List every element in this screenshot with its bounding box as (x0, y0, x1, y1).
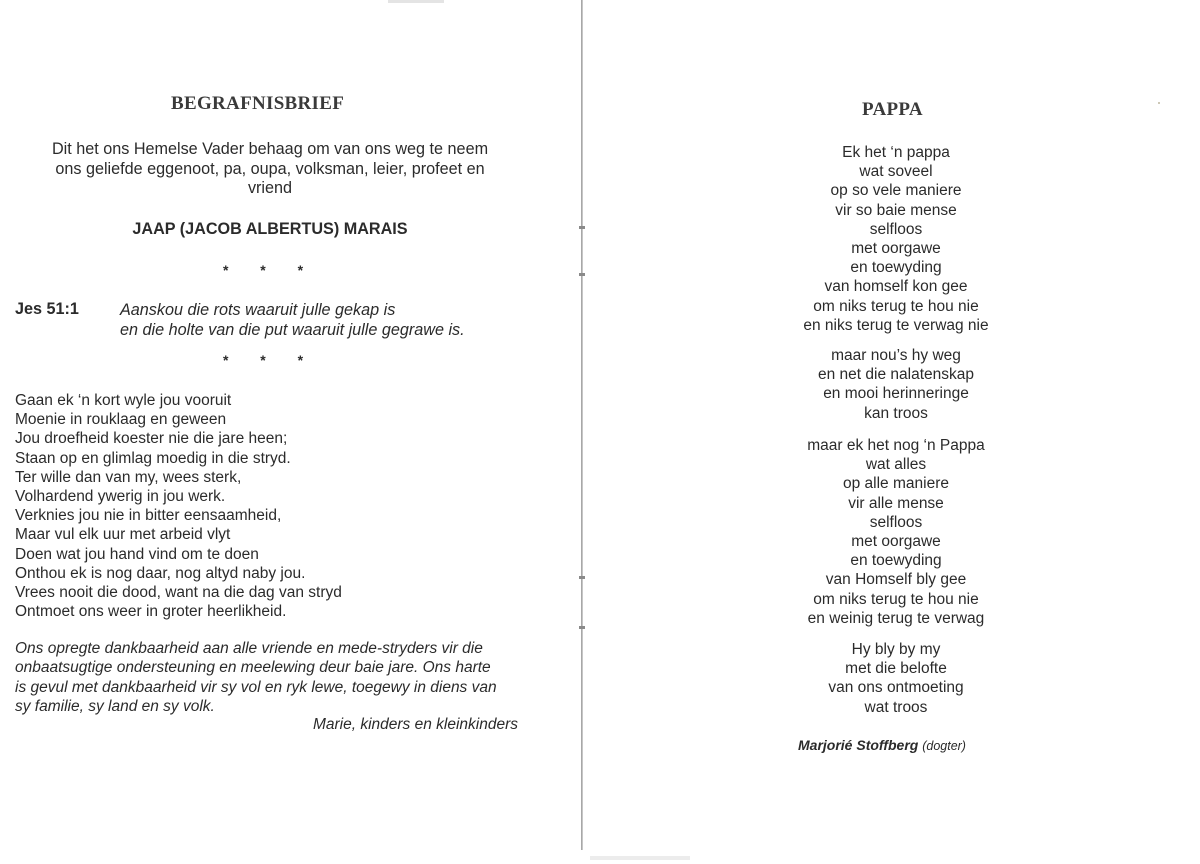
poem-line: kan troos (864, 404, 928, 422)
verse-text (120, 300, 465, 340)
poem-line: Volhardend ywerig in jou werk. (15, 488, 226, 506)
poem-line: en net die nalatenskap (818, 366, 974, 384)
paper-speck (1158, 102, 1160, 104)
poem-line: en toewyding (850, 552, 942, 570)
poem-stanza (696, 143, 1096, 335)
thanks-line: Ons opregte dankbaarheid aan alle vriende en mede-stryders vir die (15, 640, 483, 657)
poem-stanza (696, 436, 1096, 628)
poem-line: en niks terug te verwag nie (803, 316, 989, 334)
poem-line: Verknies jou nie in bitter eensaamheid, (15, 507, 282, 525)
poem-stanza (696, 346, 1096, 423)
poem-title-pappa: PAPPA (862, 99, 923, 120)
separator-stars: * * * (222, 352, 318, 368)
verse-line: Aanskou die rots waaruit julle gekap is (120, 301, 396, 319)
poem-line: wat soveel (859, 163, 933, 181)
page-fold (581, 0, 583, 850)
poem-line: Doen wat jou hand vind om te doen (15, 545, 259, 563)
poem-line: selfloos (869, 220, 923, 238)
poem-line: en weinig terug te verwag (807, 609, 985, 627)
poem-line: van ons ontmoeting (828, 679, 964, 697)
announcement-text (20, 140, 520, 199)
right-page (584, 0, 1200, 864)
poem-line: met oorgawe (851, 533, 941, 551)
poem-line: en toewyding (850, 259, 942, 277)
left-page (0, 0, 582, 864)
poem-line: Maar vul elk uur met arbeid vlyt (15, 526, 231, 544)
poem-line: Ter wille dan van my, wees sterk, (15, 468, 242, 486)
author-role: (dogter) (922, 739, 966, 753)
poem-line: om niks terug te hou nie (813, 590, 979, 608)
announcement-line: vriend (247, 179, 293, 197)
poem-line: met oorgawe (851, 240, 941, 258)
poem-line: Gaan ek ‘n kort wyle jou vooruit (15, 392, 232, 409)
thanks-line: is gevul met dankbaarheid vir sy vol en ryk lewe, toegewy in diens van (15, 678, 497, 696)
poem-line: wat troos (864, 698, 928, 716)
poem-line: om niks terug te hou nie (813, 297, 979, 315)
poem-line: en mooi herinneringe (823, 385, 969, 403)
poem-line: Hy bly by my (851, 641, 941, 658)
deceased-name: JAAP (JACOB ALBERTUS) MARAIS (132, 220, 408, 238)
thanks-line: sy familie, sy land en sy volk. (15, 697, 215, 715)
thanks-line: onbaatsugtige ondersteuning en meelewing deur baie jare. Ons harte (15, 659, 491, 677)
poem-line: Moenie in rouklaag en geween (15, 411, 227, 429)
poem-line: Onthou ek is nog daar, nog altyd naby jou. (15, 564, 306, 582)
poem-line: van homself kon gee (824, 278, 968, 296)
poem-line: vir so baie mense (835, 201, 957, 219)
poem-line: maar nou’s hy weg (831, 347, 961, 364)
memorial-poem (15, 391, 342, 621)
poem-line: Ontmoet ons weer in groter heerlikheid. (15, 603, 287, 621)
separator-stars: * * * (222, 262, 318, 278)
poem-line: van Homself bly gee (825, 571, 967, 589)
poem-line: Jou droefheid koester nie die jare heen; (15, 430, 288, 448)
poem-line: met die belofte (845, 660, 947, 678)
announcement-line: Dit het ons Hemelse Vader behaag om van ons weg te neem (51, 140, 489, 158)
thanks-paragraph (15, 639, 497, 716)
poem-line: Staan op en glimlag moedig in die stryd. (15, 449, 291, 467)
family-signature: Marie, kinders en kleinkinders (312, 716, 518, 733)
poem-line: Ek het ‘n pappa (842, 144, 950, 161)
page-title-begrafnisbrief: BEGRAFNISBRIEF (171, 93, 345, 114)
poem-line: wat alles (865, 456, 927, 474)
poem-stanza (696, 640, 1096, 717)
verse-reference: Jes 51:1 (15, 300, 79, 318)
verse-line: en die holte van die put waaruit julle gegrawe is. (120, 321, 465, 339)
poem-line: op so vele maniere (830, 182, 962, 200)
author-name: Marjorié Stoffberg (798, 737, 919, 753)
announcement-line: ons geliefde eggenoot, pa, oupa, volksman, leier, profeet en (55, 159, 485, 178)
poem-line: vir alle mense (848, 494, 944, 512)
poem-line: maar ek het nog ‘n Pappa (807, 437, 985, 454)
poem-line: selfloos (869, 513, 923, 531)
poem-line: op alle maniere (843, 475, 949, 493)
poem-line: Vrees nooit die dood, want na die dag van stryd (15, 584, 342, 602)
poem-author-signature (798, 737, 966, 753)
